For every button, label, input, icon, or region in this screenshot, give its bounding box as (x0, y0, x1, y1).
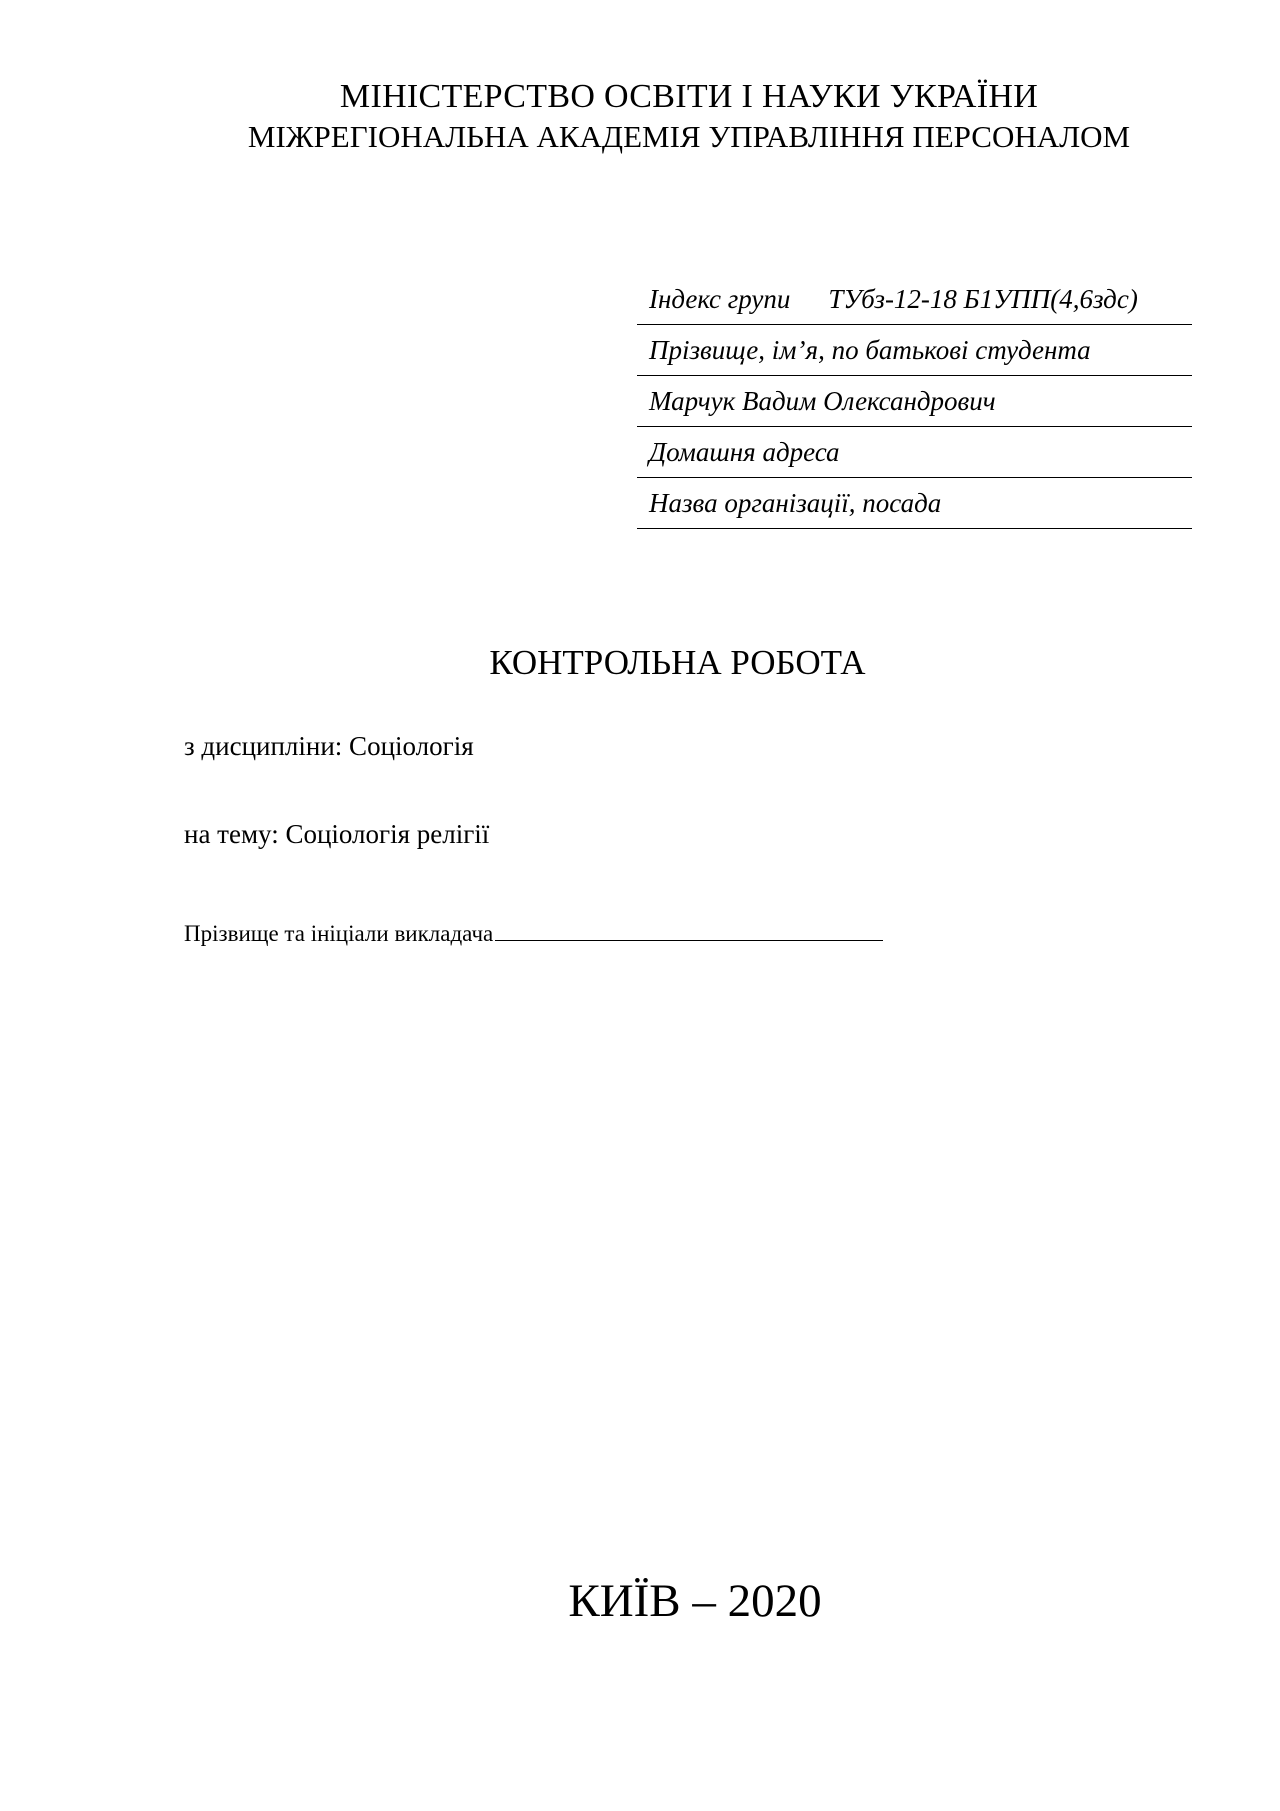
student-name-value: Марчук Вадим Олександрович (649, 386, 996, 416)
teacher-label: Прізвище та ініціали викладача (184, 921, 494, 946)
home-address-label: Домашня адреса (649, 437, 840, 467)
student-name-row (637, 378, 1192, 427)
group-index-row (637, 276, 1192, 325)
teacher-underline (495, 920, 883, 941)
topic-line: на тему: Соціологія релігії (184, 819, 490, 849)
discipline-line: з дисципліни: Соціологія (184, 731, 474, 761)
city-year: КИЇВ – 2020 (568, 1575, 822, 1627)
ministry-name: МІНІСТЕРСТВО ОСВІТИ І НАУКИ УКРАЇНИ (339, 78, 1039, 115)
group-index-label: Індекс групи (649, 284, 791, 314)
student-info-block (637, 276, 1192, 531)
teacher-line (184, 919, 883, 949)
academy-name: МІЖРЕГІОНАЛЬНА АКАДЕМІЯ УПРАВЛІННЯ ПЕРСОНАЛОМ (247, 119, 1131, 154)
home-address-row (637, 429, 1192, 478)
student-name-label: Прізвище, ім’я, по батькові студента (649, 335, 1091, 365)
document-header (0, 76, 1280, 156)
organization-row (637, 480, 1192, 529)
organization-label: Назва організації, посада (649, 488, 942, 518)
student-name-label-row (637, 327, 1192, 376)
work-title: КОНТРОЛЬНА РОБОТА (489, 643, 866, 682)
group-index-value: ТУбз-12-18 Б1УПП(4,6здс) (828, 284, 1138, 314)
